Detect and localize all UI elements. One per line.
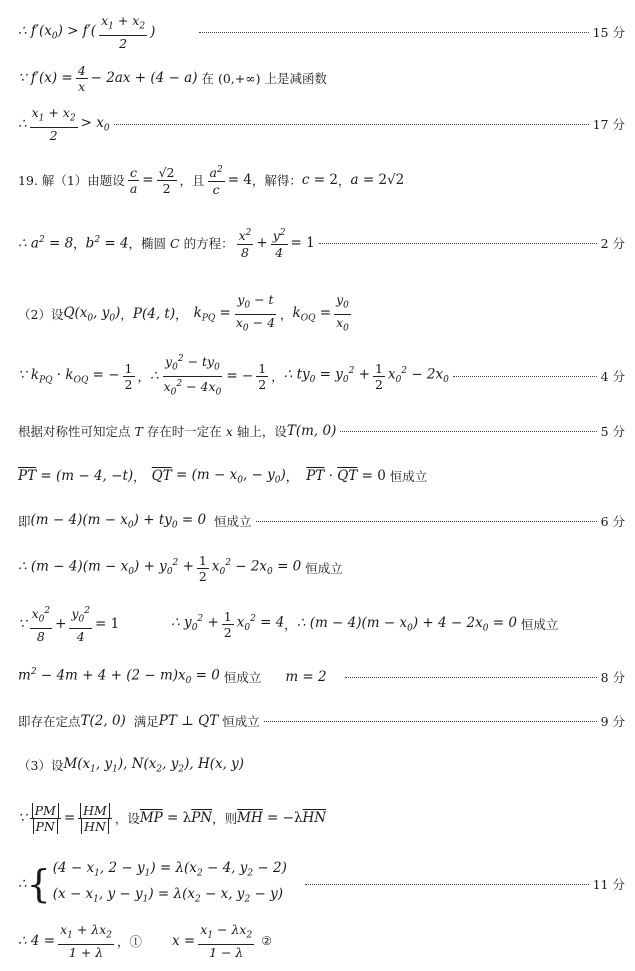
score-label: 11 分 (592, 877, 625, 892)
line-13: $m^2 - 4m + 4 + (2 - m)x_0 = 0$ 恒成立 m = 2 8 分 (18, 667, 625, 687)
leader-dots (199, 32, 588, 33)
leader-dots (345, 677, 597, 678)
line-1: ∴ $f'(x_0) > f'$( $\frac{x_1 + x_2}{2}$ ) 15 分 (18, 13, 625, 51)
leader-dots (305, 884, 589, 885)
score-label: 8 分 (600, 670, 625, 685)
score-label: 6 分 (600, 514, 625, 529)
line-17: ∴ { ($4 - x_1$, $2 - y_1) = \lambda(x_2 - 4$, $y_2 - 2$) ($x - x_1$, $y - y_1) = \lambda(x_2 - x$, $y_2 - y$) 11 分 (18, 860, 625, 906)
line-3: ∴ $\frac{x_1 + x_2}{2}$ > $x_0$ 17 分 (18, 105, 625, 143)
score-label: 2 分 (600, 236, 625, 251)
line-10: 即 $(m - 4)(m - x_0) + ty_0 = 0$ 恒成立 6 分 (18, 511, 625, 531)
line-2: ∵ f′(x) = $\frac{4}{x}$ − 2ax + (4 − a) 在 (0,+∞) 上是减函数 (18, 62, 327, 94)
leader-dots (319, 243, 597, 244)
left-brace: { (26, 862, 51, 906)
line-18: ∴ 4 = $\frac{x_1 + \lambda x_2}{1 + \lambda}$ ，① x = $\frac{x_1 - \lambda x_2}{1 - \lambda}$ ② (18, 922, 272, 960)
leader-dots (264, 721, 597, 722)
leader-dots (340, 431, 596, 432)
line-9: $\overline{PT}$ = (m − 4, −t) ， $\overline{QT}$ = ($m - x_0$, − $y_0$) ， $\overline{PT}$ · $\overline{QT}$ = 0 恒成立 (18, 466, 428, 486)
line-15: （3）设 $M(x_1$, $y_1$), $N(x_2$, $y_2$), H(x, y) (18, 755, 245, 775)
score-label: 9 分 (600, 714, 625, 729)
line-8: 根据对称性可知定点 T 存在时一定在 x 轴上，设 T(m, 0) 5 分 (18, 423, 625, 439)
monotonic-note: 在 (0,+∞) 上是减函数 (201, 71, 327, 86)
score-label: 15 分 (592, 25, 625, 40)
score-label: 5 分 (600, 424, 625, 439)
line-6: （2）设 $Q(x_0$, $y_0$) ， P(4, t) ， $k_{PQ}$ = $\frac{y_0 - t}{x_0 - 4}$ ， $k_{OQ}$ = $\frac{y_0}{x_0}$ (18, 292, 349, 333)
line-12: ∵ $\frac{x_0^2}{8}$ + $\frac{y_0^2}{4}$ = 1 ∴ $y_0^2$ + $\frac{1}{2}$ $x_0^2 = 4$ ， ∴ $(m - 4)(m - x_0) + 4 - 2x_0 = 0$ 恒成立 (18, 606, 559, 644)
line-4: 19. 解（1）由题设 $\frac{c}{a}$ = $\frac{√2}{2}$ ，且 $\frac{a^2}{c}$ = 4 ，解得： c = 2 ， a = 2√2 (18, 164, 405, 197)
leader-dots (114, 124, 589, 125)
leader-dots (453, 376, 597, 377)
line-11: ∴ $(m - 4)(m - x_0) + y_0^2$ + $\frac{1}{2}$ $x_0^2 - 2x_0 = 0$ 恒成立 (18, 552, 343, 584)
line-14: 即存在定点 T(2, 0) 满足 PT ⊥ QT 恒成立 9 分 (18, 713, 625, 729)
leader-dots (256, 521, 597, 522)
score-label: 4 分 (600, 369, 625, 384)
line-7: ∵ $k_{PQ} \cdot k_{OQ}$ = − $\frac{1}{2}$ ， ∴ $\frac{y_0^2 - ty_0}{x_0^2 - 4x_0}$ = − $\frac{1}{2}$ ， ∴ $ty_0 = y_0^2$ + $\frac{1}{2}$ $x_0^2 - 2x_0$ 4 分 (18, 353, 625, 398)
line-16: ∵ $\frac{PM}{PN}$ = $\frac{HM}{HN}$ ，设 $\overline{MP}$ = λ $\overline{PN}$ ，则 $\overline{MH}$ = −λ $\overline{HN}$ (18, 802, 327, 834)
line-5: ∴ $a^2 = 8$ ， $b^2 = 4$ ，椭圆 C 的方程： $\frac{x^2}{8}$ + $\frac{y^2}{4}$ = 1 2 分 (18, 228, 625, 260)
score-label: 17 分 (592, 117, 625, 132)
